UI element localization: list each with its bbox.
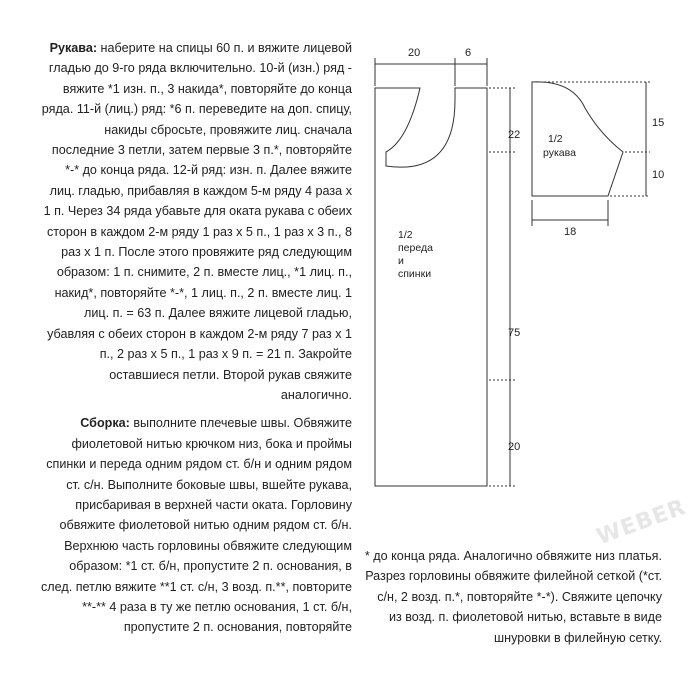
assembly-continuation: * до конца ряда. Аналогично обвяжите низ платья. Разрез горловины обвяжите филейной сеткой (*ст. с/н, 2 возд. п.*, повторяйте *-*). Свяжите цепочку из возд. п. фиолетовой нитью, вставьте в виде шнуровки в филейную сетку. bbox=[364, 549, 662, 645]
dim-sleeve-width: 18 bbox=[564, 226, 577, 238]
dim-shoulder: 20 bbox=[408, 47, 421, 59]
dim-armhole: 22 bbox=[508, 129, 521, 141]
sleeve-outline bbox=[532, 82, 623, 196]
body-label-2: переда bbox=[398, 242, 433, 254]
sleeve-heading: Рукава: bbox=[49, 41, 98, 55]
sleeve-label-2: рукава bbox=[543, 147, 576, 159]
assembly-text-left: выполните плечевые швы. Обвяжите фиолетовой нитью крючком низ, бока и проймы спинки и переда одним рядом ст. б/н и одним рядом ст. с/н. Выполните боковые швы, вшейте рукава, присбаривая в верхней части оката. Горловину обвяжите фиолетовой нитью одним рядом ст. б/н. Верхнюю часть горловины обвяжите следующим образом: *1 ст. б/н, пропустите 2 п. основания, в след. петлю вяжите **1 ст. с/н, 3 возд. п.**, повторите **-** 4 раза в ту же петлю основания, 1 ст. б/н, пропустите 2 п. основания, повторяйте bbox=[41, 416, 352, 635]
body-label-4: спинки bbox=[398, 268, 432, 280]
dim-neck: 6 bbox=[465, 47, 472, 59]
dim-sleeve-cap: 15 bbox=[652, 117, 665, 129]
dim-bottom: 20 bbox=[508, 441, 521, 453]
sleeve-text: наберите на спицы 60 п. и вяжите лицевой гладью до 9-го ряда включительно. 10-й (изн.) ряд - вяжите *1 изн. п., 3 накида*, повторяйте до конца ряда. 11-й (лиц.) ряд: *6 п. переведите на доп. спицу, накиды сбросьте, провяжите лиц. сначала последние 3 петли, затем первые 3 п.*, повторяйте *-* до конца ряда. 12-й ряд: изн. п. Далее вяжите лиц. гладью, прибавляя в каждом 5-м ряду 4 раза х 1 п. Через 34 ряда убавьте для оката рукава с обеих сторон в каждом 2-м ряду 1 раз х 5 п., 1 раз х 3 п., 8 раз х 1 п. После этого провяжите ряд следующим образом: 1 п. снимите, 2 п. вместе лиц., *1 лиц. п., накид*, повторяйте *-*, 1 лиц. п., 2 п. вместе лиц. 1 лиц. п. = 63 п. Далее вяжите лицевой гладью, убавляя с обеих сторон в каждом 2-м ряду 7 раз х 1 п., 2 раз х 5 п., 1 раз х 9 п. = 21 п. Закройте оставшиеся петли. Второй рукав свяжите аналогично. bbox=[41, 41, 352, 402]
body-outline bbox=[375, 88, 487, 486]
assembly-heading: Сборка: bbox=[80, 416, 130, 431]
body-label-1: 1/2 bbox=[398, 229, 413, 241]
body-label-3: и bbox=[398, 255, 404, 267]
dim-sleeve-body: 10 bbox=[652, 169, 665, 181]
dim-length: 75 bbox=[508, 327, 521, 339]
watermark: WEBER bbox=[593, 494, 690, 551]
sleeve-label-1: 1/2 bbox=[548, 133, 563, 145]
